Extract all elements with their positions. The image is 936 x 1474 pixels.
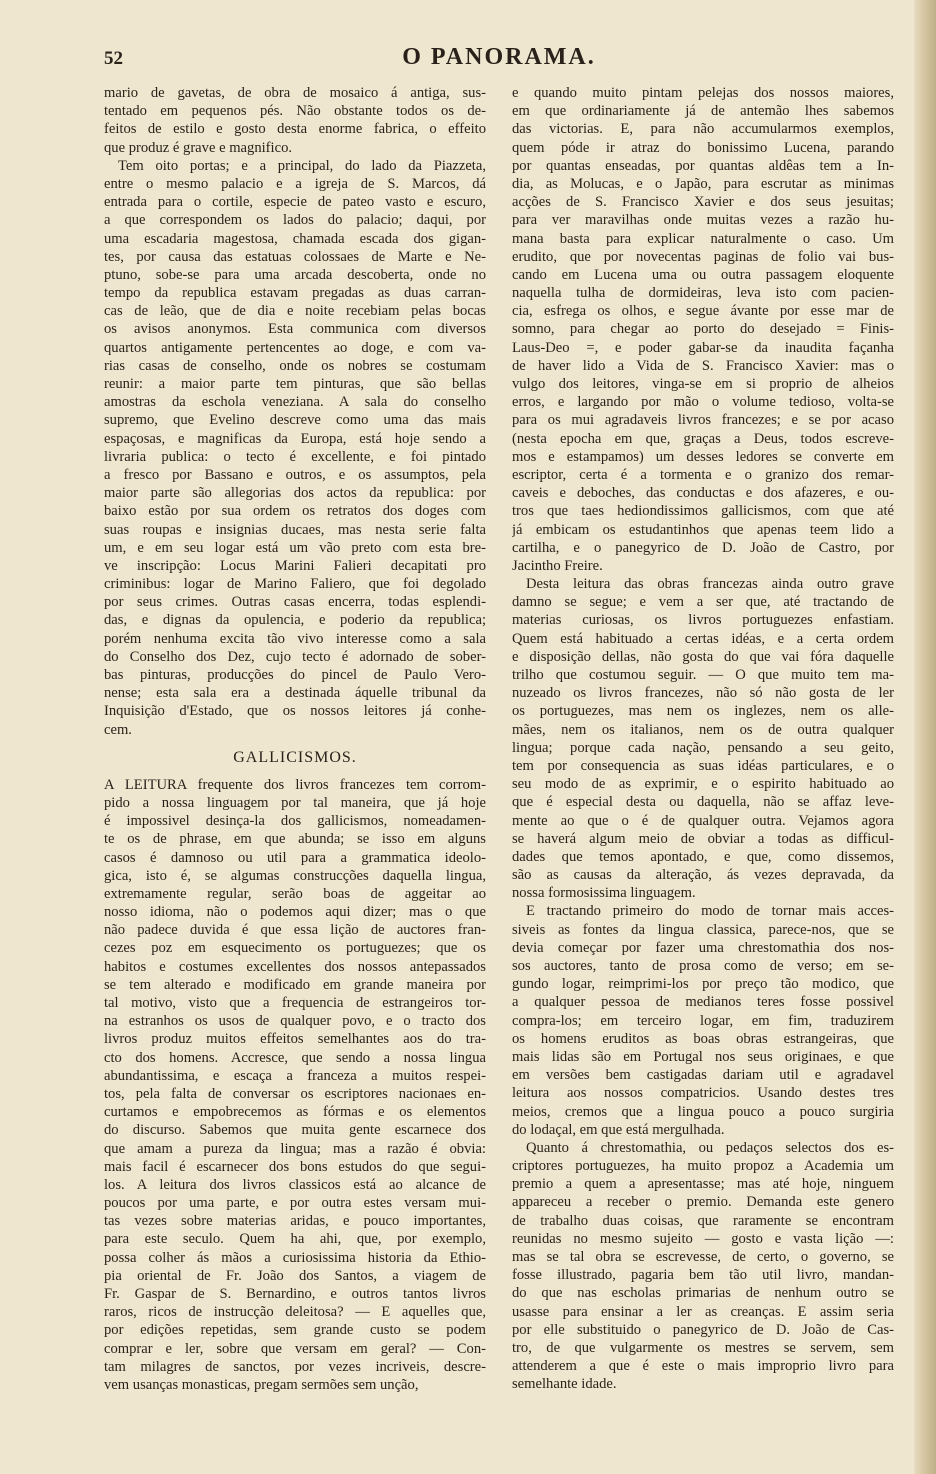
text-line: tal motivo, visto que a frequencia de estrangeiros tor-: [104, 995, 486, 1011]
text-line: das, e dignas da opulencia, e poderio da republica;: [104, 612, 486, 629]
text-line: entrada para o cortile, especie de pateo vasto e escuro,: [104, 194, 486, 211]
text-line: semelhante idade.: [512, 1376, 617, 1393]
text-line: possa colher ás mãos a curiosissima historia da Ethio-: [104, 1249, 486, 1266]
text-line: mente ao que o é de qualquer outra. Vejamos agora: [512, 812, 894, 829]
text-line: e quando muito pintam pelejas dos nossos maiores,: [512, 85, 894, 101]
text-line: nuzeado os livros francezes, não só não gosta de ler: [512, 685, 894, 702]
text-line: que produz é grave e magnifico.: [104, 139, 293, 156]
text-line: pia oriental de Fr. João dos Santos, a viagem de: [104, 1267, 486, 1284]
text-line: leitura aos nossos compatricios. Usando destes tres: [512, 1085, 894, 1102]
text-line: baixo estão por sua ordem os retratos dos doges com: [104, 503, 486, 520]
text-line: se tem alterado e modificado em grande maneira por: [104, 976, 486, 993]
text-line: gundo logar, reimprimi-los por preço tão modico, que: [512, 976, 894, 993]
text-line: usasse para ensinar a ler as creanças. E assim seria: [512, 1303, 894, 1320]
page-number: 52: [104, 48, 123, 69]
text-line: trilho que costumou seguir. — O que muito tem ma-: [512, 667, 894, 683]
text-line: é impossivel desinça-la dos gallicismos, nomeadamen-: [104, 813, 486, 830]
text-line: tos, pela falta de conversar os escriptores nacionaes en-: [104, 1085, 486, 1102]
text-line: se haverá algum meio de obviar a todas as difficul-: [512, 830, 894, 847]
text-line: fosse illustrado, pagaria bem tão util livro, mandan-: [512, 1267, 894, 1284]
text-line: compra-los; em terceiro logar, em fim, traduzirem: [512, 1012, 894, 1029]
text-line: em versões bem castigadas dariam util e agradavel: [512, 1067, 894, 1084]
text-line: materias curiosas, os livros portuguezes enfastiam.: [512, 612, 894, 629]
text-line: reunir: a maior parte tem pinturas, que são bellas: [104, 376, 486, 392]
text-line: Desta leitura das obras francezas ainda outro grave: [526, 576, 894, 593]
text-line: cas de leão, que de dia e noite recebiam pelas bocas: [104, 303, 486, 320]
text-line: os avisos anonymos. Esta communica com diversos: [104, 321, 486, 338]
text-line: poucos por uma parte, e por outra estes versam mui-: [104, 1195, 486, 1212]
text-line: já embicam os estudantinhos que apenas teem lido a: [512, 521, 894, 538]
text-line: escriptor, certa é a tormenta e o granizo dos remar-: [512, 466, 894, 483]
text-line: siveis as fontes da lingua classica, parece-nos, que se: [512, 921, 894, 938]
text-line: Tem oito portas; e a principal, do lado da Piazzeta,: [118, 157, 486, 174]
paragraph: [512, 902, 894, 1138]
text-line: A LEITURA frequente dos livros francezes tem corrom-: [104, 776, 486, 793]
text-line: não padece duvida é que essa lição de auctores fran-: [104, 922, 486, 939]
text-line: te os de phrase, em que abunda; se isso em alguns: [104, 831, 486, 848]
text-line: habitos e costumes excellentes dos nossos antepassados: [104, 958, 486, 975]
paragraph: [104, 157, 486, 739]
text-line: que amam a pureza da lingua; mas a razão é obvia:: [104, 1140, 486, 1157]
text-line: por edições repetidas, sem grande custo se podem: [104, 1322, 486, 1339]
text-line: mario de gavetas, de obra de mosaico á antiga, sus-: [104, 85, 486, 101]
text-line: mana basta para explicar naturalmente o caso. Um: [512, 230, 894, 247]
text-line: tentado em pequenos pés. Não obstante todos os de-: [104, 103, 486, 120]
paragraph: [512, 84, 894, 575]
text-line: nosso idioma, não o podemos aqui dizer; mas o que: [104, 904, 486, 921]
text-line: acções de S. Francisco Xavier e dos seus jesuitas;: [512, 194, 894, 211]
text-line: gica, isto é, se algumas construcções daquella lingua,: [104, 867, 486, 884]
text-line: attenderem a que é este o mais improprio livro para: [512, 1358, 894, 1375]
text-line: dades que temos apontado, e que, como dissemos,: [512, 848, 894, 865]
text-line: devia começar por fazer uma chrestomathia dos nos-: [512, 939, 894, 956]
text-line: ve inscripção: Locus Marini Falieri decapitati pro: [104, 557, 486, 574]
text-line: nense; esta sala era a destinada áquelle tribunal da: [104, 685, 486, 702]
paragraph: [512, 1139, 894, 1394]
text-line: criminibus: logar de Marino Faliero, que foi degolado: [104, 576, 486, 593]
text-line: cartilha, e o panegyrico de D. João de Castro, por: [512, 539, 894, 556]
text-line: premio a quem a apresentasse; mas até hoje, ninguem: [512, 1176, 894, 1193]
text-line: seu modo de as exprimir, e o espirito habituado ao: [512, 776, 894, 793]
text-line: los. A leitura dos livros classicos está ao alcance de: [104, 1176, 486, 1193]
text-line: amostras da eschola veneziana. A sala do conselho: [104, 394, 486, 411]
text-line: reunidas no mesmo sujeito — gosto e vasta lição —:: [512, 1230, 894, 1247]
text-line: na estranhos os usos de qualquer povo, e o tracto dos: [104, 1013, 486, 1030]
text-line: (nesta epocha em que, graças a Deus, todos escreve-: [512, 430, 894, 447]
left-column: [104, 84, 486, 1394]
text-line: rias casas de conselho, onde os nobres se costumam: [104, 357, 486, 374]
text-line: erros, e largando por mão o volume tedioso, volta-se: [512, 394, 894, 411]
text-line: dia, as Molucas, e o Japão, para escrutar as minimas: [512, 175, 894, 192]
text-line: tes, por causa das estatuas colossaes de Marte e Ne-: [104, 248, 486, 265]
text-line: bas pinturas, producções do pincel de Paulo Vero-: [104, 667, 486, 683]
text-line: vulgo dos leitores, vinga-se em si proprio de alheios: [512, 376, 894, 392]
section-title: GALLICISMOS.: [233, 748, 357, 766]
text-line: do discurso. Sabemos que muita gente escarnece dos: [104, 1122, 486, 1139]
text-line: Quem está habituado a certas idéas, e a certa ordem: [512, 630, 894, 647]
text-line: por seus crimes. Outras casas encerra, todas esplendi-: [104, 594, 486, 611]
text-line: por elle substituido o panegyrico de D. João de Cas-: [512, 1321, 894, 1338]
text-line: cezes poz em esquecimento os portuguezes; que os: [104, 940, 486, 957]
text-line: a que correspondem os lados do palacio; daqui, por: [104, 212, 486, 229]
text-line: raros, ricos de instrucção deleitosa? — E aquelles que,: [104, 1304, 486, 1321]
text-line: tro, de que vulgarmente os mestres se servem, sem: [512, 1339, 894, 1356]
text-line: appareceu a receber o premio. Demanda este genero: [512, 1194, 894, 1211]
text-line: para este seculo. Quem ha ahi, que, por exemplo,: [104, 1231, 486, 1248]
text-line: damno se segue; e vem a ser que, até tractando de: [512, 594, 894, 611]
text-line: meios, cremos que a lingua pouco a pouco surgiria: [512, 1103, 894, 1120]
text-line: tem por consequencia as suas idéas particulares, e o: [512, 757, 894, 774]
text-line: Fr. Gaspar de S. Bernardino, e outros tantos livros: [104, 1286, 486, 1302]
text-line: em que ordinariamente já de antemão lhes sabemos: [512, 103, 894, 120]
text-line: sos auctores, tanto de prosa como de verso; em se-: [512, 958, 894, 974]
article-columns: [104, 84, 894, 1394]
text-line: são as causas da alteração, ás vezes depravada, da: [512, 867, 894, 884]
text-line: porém nenhuma excita tão vivo interesse como a sala: [104, 630, 486, 647]
paragraph: [512, 575, 894, 902]
paragraph: [104, 84, 486, 157]
text-line: naquella tulha de dormideiras, leva isto com pacien-: [512, 285, 894, 302]
text-line: tas vezes sobre materias aridas, e pouco importantes,: [104, 1213, 486, 1230]
text-line: que é especial desta ou daquella, não se affaz leve-: [512, 794, 894, 811]
text-line: criptores portuguezes, ha muito propoz a Academia um: [512, 1158, 894, 1175]
text-line: do que nas escholas primarias de nenhum outro se: [512, 1285, 894, 1302]
text-line: curtamos e empobrecemos as fórmas e os elementos: [104, 1104, 486, 1121]
text-line: erudito, que por novecentas paginas de folio vai bus-: [512, 248, 894, 265]
text-line: mos e estampamos) um desses ledores se converte em: [512, 448, 894, 465]
text-line: Quanto á chrestomathia, ou pedaços selectos dos es-: [526, 1139, 894, 1156]
page-edge: [914, 0, 936, 1474]
text-line: para os mui agradaveis livros francezes; e se por acaso: [512, 412, 894, 429]
text-line: um, e em seu logar está um vão preto com esta bre-: [104, 539, 486, 556]
text-line: mais lidas são em Portugal nos seus originaes, e que: [512, 1048, 894, 1065]
text-line: livraria publica: o tecto é excellente, e foi pintado: [104, 448, 486, 465]
text-line: quem póde ir atraz do bonissimo Lucena, parando: [512, 139, 894, 156]
text-line: mães, nem os italianos, nem os de outra qualquer: [512, 721, 894, 738]
text-line: supremo, que Evelino descreve como uma das mais: [104, 412, 486, 429]
text-line: tros que taes hediondissimos gallicismos, com que até: [512, 503, 894, 520]
text-line: cto dos homens. Accresce, que sendo a nossa lingua: [104, 1049, 486, 1066]
text-line: E tractando primeiro do modo de tornar mais acces-: [526, 903, 894, 920]
text-line: vem usanças monasticas, pregam sermões sem unção,: [104, 1376, 419, 1393]
text-line: comprar e ler, sobre que versam em geral? — Con-: [104, 1340, 486, 1357]
text-line: e disposição dellas, não gosta do que vai fóra daquelle: [512, 648, 894, 665]
text-line: espaçosas, e magnificas da Europa, está hoje sendo a: [104, 430, 486, 447]
text-line: caveis e deboches, das conductas e dos afazeres, e ou-: [512, 485, 894, 502]
text-line: de trabalho duas coisas, que raramente se encontram: [512, 1212, 894, 1229]
text-line: lingua; porque cada nação, pensando a seu geito,: [512, 739, 894, 756]
text-line: suas roupas e insignias ducaes, mas nesta serie falta: [104, 521, 486, 538]
text-line: cia, esfrega os olhos, e segue ávante por esse mar de: [512, 303, 894, 320]
text-line: pido a nossa linguagem por tal maneira, que já hoje: [104, 794, 486, 811]
text-line: quartos antigamente pertencentes ao doge, e com va-: [104, 339, 486, 356]
text-line: cem.: [104, 721, 132, 738]
text-line: do lodaçal, em que está mergulhada.: [512, 1121, 725, 1138]
text-line: para ver maravilhas onde muitas vezes a razão hu-: [512, 212, 894, 229]
text-line: feitos de estilo e gosto desta enorme fabrica, o effeito: [104, 121, 486, 138]
text-line: tempo da republica estavam pregadas as duas carran-: [104, 285, 486, 302]
text-line: mais facil é escarnecer dos bons estudos do que segui-: [104, 1158, 486, 1175]
text-line: os homens eruditos as boas obras estrangeiras, que: [512, 1030, 894, 1047]
text-line: nossa formosissima linguagem.: [512, 885, 696, 902]
text-line: por quantas enseadas, por quantas aldêas tem a In-: [512, 157, 894, 174]
paragraph: [104, 776, 486, 1394]
text-line: Laus-Deo =, e poder gabar-se da inaudita façanha: [512, 339, 894, 356]
text-line: a qualquer pessoa de medianos teres fosse possivel: [512, 994, 894, 1011]
text-line: Jacintho Freire.: [512, 557, 603, 574]
text-line: livros produz muitos effeitos semelhantes aos do tra-: [104, 1031, 486, 1048]
text-line: maior parte são allegorias dos actos da republica: por: [104, 485, 486, 502]
page-header: [104, 44, 894, 74]
text-line: uma escadaria magestosa, chamada escada dos gigan-: [104, 230, 486, 247]
journal-title: O PANORAMA.: [402, 44, 596, 70]
text-line: abundantissima, e escaça a franceza a muitos respei-: [104, 1067, 486, 1084]
text-line: os portuguezes, mas nem os inglezes, nem os alle-: [512, 703, 894, 720]
text-line: entre o mesmo palacio e a igreja de S. Marcos, dá: [104, 175, 486, 192]
right-column: [512, 84, 894, 1394]
text-line: cando em Lucena uma ou outra passagem eloquente: [512, 266, 894, 283]
text-line: do Conselho dos Dez, cujo tecto é adornado de sober-: [104, 648, 486, 665]
text-line: extremamente regular, serão boas de aggeitar ao: [104, 885, 486, 902]
text-line: ptuno, sobe-se para uma arcada descoberta, onde no: [104, 266, 486, 283]
text-line: somno, para chegar ao porto do desejado = Finis-: [512, 321, 894, 338]
text-line: mas se tal obra se escrevesse, de certo, o governo, se: [512, 1249, 894, 1265]
text-line: Inquisição d'Estado, que os nossos leitores já conhe-: [104, 703, 486, 720]
text-line: das victorias. E, para não accumularmos exemplos,: [512, 121, 894, 138]
text-line: tam milagres de sanctos, por vezes incriveis, descre-: [104, 1358, 486, 1375]
text-line: a fresco por Bassano e outros, e os assumptos, pela: [104, 466, 486, 483]
text-line: casos é damnoso ou util para a grammatica ideolo-: [104, 849, 486, 866]
text-line: de haver lido a Vida de S. Francisco Xavier: mas o: [512, 357, 894, 374]
